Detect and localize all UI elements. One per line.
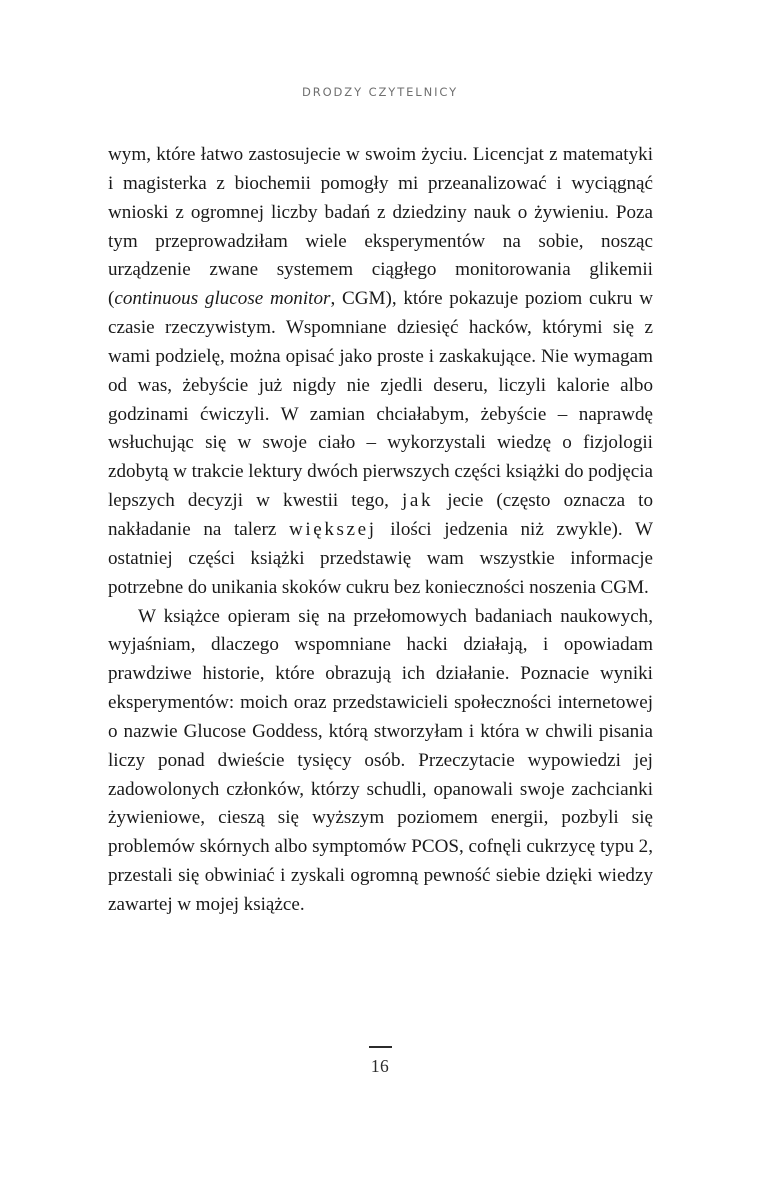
paragraph-1-segment-b: , CGM), które pokazuje poziom cukru w czasie rzeczywistym. Wspomniane dziesięć hacków, którymi się z wami podzielę, można opisać jako proste i zaskakujące. Nie wymagam od was, żebyście już nigdy nie zjedli deseru, liczyli kalorie albo godzinami ćwiczyli. W zamian chciałabym, żebyście – naprawdę wsłuchując się w swoje ciało – wykorzystali wiedzę o fizjologii zdobytą w trakcie lektury dwóch pierwszych części książki do podjęcia lepszych decyzji w kwestii tego,	[108, 288, 653, 512]
paragraph-1-segment-c: jecie (często oznacza to nakładanie na talerz	[108, 490, 653, 540]
running-head: DRODZY CZYTELNICY	[301, 85, 459, 99]
paragraph-2: W książce opieram się na przełomowych badaniach naukowych, wyjaśniam, dlaczego wspomniane hacki działają, i opowiadam prawdziwe historie, które obrazują ich działanie. Poznacie wyniki eksperymentów: moich oraz przedstawicieli społeczności internetowej o nazwie Glucose Goddess, którą stworzyłam i która w chwili pisania liczy ponad dwieście tysięcy osób. Przeczytacie wypowiedzi jej zadowolonych członków, którzy schudli, opanowali swoje zachcianki żywieniowe, cieszą się wyższym poziomem energii, pozbyli się problemów skórnych albo symptomów PCOS, cofnęli cukrzycę typu 2, przestali się obwiniać i zyskali ogromną pewność siebie dzięki wiedzy zawartej w mojej książce.	[108, 605, 653, 915]
spaced-emphasis-wiekszej: większej	[289, 518, 377, 540]
paragraph-1	[108, 141, 653, 603]
text-column	[108, 141, 653, 920]
italic-term-cgm: continuous glucose monitor	[114, 288, 331, 310]
paragraph-1-segment-a: wym, które łatwo zastosujecie w swoim życiu. Licencjat z matematyki i magisterka z biochemii pomogły mi przeanalizować i wyciągnąć wnioski z ogromnej liczby badań z dziedziny nauk o żywieniu. Poza tym przeprowadziłam wiele eksperymentów na sobie, nosząc urządzenie zwane systemem ciągłego monitorowania glikemii (	[108, 144, 653, 310]
folio	[0, 1046, 760, 1077]
folio-rule	[369, 1046, 392, 1048]
spaced-emphasis-jak: jak	[402, 490, 434, 512]
paragraph-1-segment-d: ilości jedzenia niż zwykle). W ostatniej części książki przedstawię wam wszystkie informacje potrzebne do unikania skoków cukru bez konieczności noszenia CGM.	[108, 518, 653, 598]
page-number: 16	[370, 1056, 390, 1076]
